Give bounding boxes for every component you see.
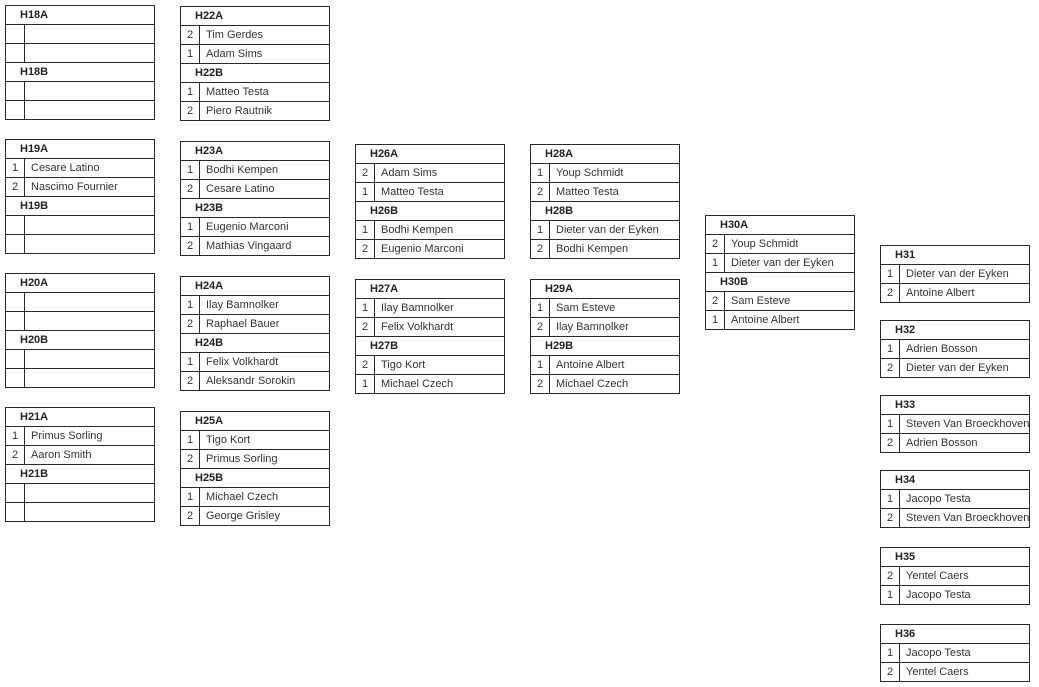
match-row[interactable]	[356, 298, 504, 317]
match-row[interactable]	[356, 355, 504, 374]
player-name: George Grisley	[206, 510, 280, 522]
match-title: H28B	[531, 201, 679, 220]
player-name: Yentel Caers	[906, 570, 969, 582]
seed-number: 1	[356, 375, 375, 393]
player-name: Dieter van der Eyken	[906, 362, 1009, 374]
seed-number: 2	[356, 318, 375, 336]
player-name: Primus Sorling	[206, 453, 278, 465]
seed-number: 1	[531, 221, 550, 239]
seed-number: 1	[881, 586, 900, 604]
match-title: H35	[895, 551, 916, 563]
match-box	[530, 279, 680, 394]
match-box	[355, 279, 505, 394]
match-box	[880, 395, 1030, 453]
player-name: Eugenio Marconi	[206, 221, 289, 233]
seed-number: 1	[881, 340, 900, 358]
match-row[interactable]	[181, 352, 329, 371]
seed-number: 1	[531, 299, 550, 317]
player-name: Dieter van der Eyken	[556, 224, 659, 236]
match-row[interactable]	[6, 483, 154, 502]
match-row[interactable]	[6, 43, 154, 62]
match-box	[530, 144, 680, 259]
player-name: Felix Volkhardt	[206, 356, 279, 368]
match-row[interactable]	[6, 100, 154, 119]
player-name: Cesare Latino	[31, 162, 100, 174]
player-name: Aaron Smith	[31, 449, 92, 461]
seed-number: 1	[356, 183, 375, 201]
match-title: H23A	[195, 145, 224, 157]
seed-number	[6, 312, 25, 330]
match-row[interactable]	[6, 502, 154, 521]
player-name: Dieter van der Eyken	[731, 257, 834, 269]
match-title: H29A	[545, 283, 574, 295]
player-name: Steven Van Broeckhoven	[906, 512, 1029, 524]
player-name: Ilay Bamnolker	[556, 321, 629, 333]
player-name: Jacopo Testa	[906, 589, 971, 601]
seed-number: 2	[181, 102, 200, 120]
player-name: Antoine Albert	[731, 314, 800, 326]
match-box	[180, 6, 330, 121]
seed-number: 1	[181, 296, 200, 314]
match-row[interactable]	[881, 662, 1029, 681]
player-name: Yentel Caers	[906, 666, 969, 678]
seed-number	[6, 503, 25, 521]
match-row[interactable]	[181, 44, 329, 63]
player-name: Raphael Bauer	[206, 318, 280, 330]
player-name: Jacopo Testa	[906, 647, 971, 659]
player-name	[25, 216, 31, 234]
match-row[interactable]	[531, 182, 679, 201]
match-row[interactable]	[6, 426, 154, 445]
player-name: Dieter van der Eyken	[906, 268, 1009, 280]
seed-number: 2	[881, 663, 900, 681]
match-box	[180, 276, 330, 391]
seed-number: 2	[531, 240, 550, 258]
seed-number: 2	[531, 183, 550, 201]
match-row[interactable]	[881, 264, 1029, 283]
seed-number: 1	[181, 353, 200, 371]
seed-number: 2	[881, 509, 900, 527]
seed-number: 1	[531, 164, 550, 182]
match-row[interactable]	[531, 239, 679, 258]
player-name: Ilay Bamnolker	[206, 299, 279, 311]
player-name: Bodhi Kempen	[381, 224, 454, 236]
match-title: H21A	[20, 411, 49, 423]
player-name: Michael Czech	[556, 378, 629, 390]
match-title: H33	[895, 399, 916, 411]
seed-number: 2	[181, 450, 200, 468]
match-row[interactable]	[706, 291, 854, 310]
match-title: H30A	[720, 219, 749, 231]
player-name	[25, 101, 31, 119]
seed-number: 2	[531, 375, 550, 393]
seed-number: 1	[881, 265, 900, 283]
player-name: Matteo Testa	[556, 186, 619, 198]
player-name: Mathias Vingaard	[206, 240, 292, 252]
match-title: H25A	[195, 415, 224, 427]
seed-number: 1	[181, 488, 200, 506]
seed-number: 1	[181, 161, 200, 179]
player-name	[25, 503, 31, 521]
match-row[interactable]	[881, 643, 1029, 662]
player-name	[25, 293, 31, 311]
seed-number: 1	[356, 221, 375, 239]
match-title: H27A	[370, 283, 399, 295]
player-name	[25, 44, 31, 62]
player-name: Bodhi Kempen	[206, 164, 279, 176]
match-row[interactable]	[356, 182, 504, 201]
match-box	[355, 144, 505, 259]
match-row[interactable]	[181, 430, 329, 449]
match-row[interactable]	[181, 371, 329, 390]
seed-number: 1	[181, 45, 200, 63]
match-row[interactable]	[881, 566, 1029, 585]
player-name: Antoine Albert	[906, 287, 975, 299]
player-name	[25, 25, 31, 43]
seed-number: 2	[706, 235, 725, 253]
player-name: Tigo Kort	[206, 434, 251, 446]
player-name	[25, 312, 31, 330]
player-name: Felix Volkhardt	[381, 321, 454, 333]
match-row[interactable]	[6, 311, 154, 330]
match-box	[5, 273, 155, 388]
match-row[interactable]	[181, 314, 329, 333]
match-row[interactable]	[6, 234, 154, 253]
seed-number: 1	[706, 311, 725, 329]
seed-number	[6, 82, 25, 100]
match-row[interactable]	[6, 81, 154, 100]
match-row[interactable]	[181, 82, 329, 101]
match-title: H26A	[370, 148, 399, 160]
player-name: Jacopo Testa	[906, 493, 971, 505]
match-row[interactable]	[881, 508, 1029, 527]
seed-number: 2	[881, 359, 900, 377]
match-row[interactable]	[6, 292, 154, 311]
seed-number: 2	[181, 237, 200, 255]
match-box	[880, 547, 1030, 605]
match-title: H31	[895, 249, 916, 261]
player-name: Nascimo Fournier	[31, 181, 118, 193]
match-row[interactable]	[181, 487, 329, 506]
match-row[interactable]	[181, 101, 329, 120]
match-title: H24A	[195, 280, 224, 292]
match-title: H19A	[20, 143, 49, 155]
match-box	[705, 215, 855, 330]
match-row[interactable]	[181, 236, 329, 255]
player-name: Youp Schmidt	[731, 238, 799, 250]
player-name	[25, 350, 31, 368]
match-box	[5, 139, 155, 254]
seed-number: 1	[6, 159, 25, 177]
match-row[interactable]	[181, 217, 329, 236]
match-row[interactable]	[881, 358, 1029, 377]
match-title: H18A	[20, 9, 49, 21]
match-title: H27B	[356, 336, 504, 355]
match-row[interactable]	[6, 158, 154, 177]
seed-number: 1	[881, 490, 900, 508]
seed-number	[6, 216, 25, 234]
match-title: H18B	[6, 62, 154, 81]
match-title: H34	[895, 474, 916, 486]
match-row[interactable]	[881, 283, 1029, 302]
player-name	[25, 369, 31, 387]
player-name	[25, 82, 31, 100]
seed-number: 1	[181, 83, 200, 101]
seed-number: 1	[706, 254, 725, 272]
match-row[interactable]	[356, 239, 504, 258]
player-name: Piero Rautnik	[206, 105, 273, 117]
match-row[interactable]	[531, 355, 679, 374]
seed-number: 1	[181, 431, 200, 449]
seed-number: 2	[181, 180, 200, 198]
seed-number: 2	[181, 315, 200, 333]
seed-number: 1	[531, 356, 550, 374]
player-name: Adrien Bosson	[906, 343, 978, 355]
player-name: Adam Sims	[381, 167, 438, 179]
match-title: H26B	[356, 201, 504, 220]
match-row[interactable]	[531, 374, 679, 393]
player-name: Michael Czech	[381, 378, 454, 390]
match-box	[5, 407, 155, 522]
match-row[interactable]	[6, 445, 154, 464]
player-name: Tigo Kort	[381, 359, 426, 371]
match-row[interactable]	[181, 295, 329, 314]
match-row[interactable]	[881, 585, 1029, 604]
player-name: Tim Gerdes	[206, 29, 264, 41]
match-box	[880, 624, 1030, 682]
match-row[interactable]	[881, 433, 1029, 452]
player-name: Aleksandr Sorokin	[206, 375, 296, 387]
match-row[interactable]	[531, 298, 679, 317]
player-name: Adrien Bosson	[906, 437, 978, 449]
match-box	[180, 411, 330, 526]
match-title: H24B	[181, 333, 329, 352]
seed-number: 2	[881, 567, 900, 585]
seed-number: 2	[181, 372, 200, 390]
match-row[interactable]	[6, 349, 154, 368]
seed-number: 2	[881, 284, 900, 302]
match-title: H21B	[6, 464, 154, 483]
match-box	[180, 141, 330, 256]
player-name: Adam Sims	[206, 48, 263, 60]
player-name: Matteo Testa	[206, 86, 269, 98]
seed-number: 2	[181, 26, 200, 44]
player-name: Bodhi Kempen	[556, 243, 629, 255]
match-title: H36	[895, 628, 916, 640]
seed-number	[6, 44, 25, 62]
match-box	[880, 470, 1030, 528]
player-name: Michael Czech	[206, 491, 279, 503]
match-title: H20A	[20, 277, 49, 289]
match-row[interactable]	[356, 163, 504, 182]
match-row[interactable]	[6, 177, 154, 196]
match-title: H25B	[181, 468, 329, 487]
seed-number	[6, 293, 25, 311]
seed-number: 2	[356, 240, 375, 258]
seed-number: 1	[881, 415, 900, 433]
match-title: H22A	[195, 10, 224, 22]
match-title: H30B	[706, 272, 854, 291]
match-row[interactable]	[881, 339, 1029, 358]
seed-number: 1	[881, 644, 900, 662]
seed-number	[6, 350, 25, 368]
player-name: Antoine Albert	[556, 359, 625, 371]
player-name	[25, 235, 31, 253]
match-title: H28A	[545, 148, 574, 160]
match-row[interactable]	[181, 449, 329, 468]
seed-number	[6, 25, 25, 43]
seed-number: 2	[6, 446, 25, 464]
seed-number: 2	[356, 164, 375, 182]
match-row[interactable]	[181, 506, 329, 525]
match-row[interactable]	[531, 317, 679, 336]
match-row[interactable]	[531, 163, 679, 182]
match-title: H29B	[531, 336, 679, 355]
player-name	[25, 484, 31, 502]
match-row[interactable]	[881, 414, 1029, 433]
match-row[interactable]	[706, 234, 854, 253]
seed-number	[6, 235, 25, 253]
seed-number: 1	[356, 299, 375, 317]
seed-number: 2	[881, 434, 900, 452]
match-row[interactable]	[6, 368, 154, 387]
match-row[interactable]	[531, 220, 679, 239]
match-row[interactable]	[181, 179, 329, 198]
match-row[interactable]	[181, 25, 329, 44]
seed-number: 2	[181, 507, 200, 525]
player-name: Eugenio Marconi	[381, 243, 464, 255]
match-row[interactable]	[6, 215, 154, 234]
match-row[interactable]	[706, 253, 854, 272]
match-title: H32	[895, 324, 916, 336]
match-row[interactable]	[356, 220, 504, 239]
match-box	[880, 245, 1030, 303]
seed-number: 2	[356, 356, 375, 374]
player-name: Sam Esteve	[731, 295, 791, 307]
player-name: Steven Van Broeckhoven	[906, 418, 1029, 430]
seed-number: 2	[6, 178, 25, 196]
player-name: Ilay Bamnolker	[381, 302, 454, 314]
player-name: Youp Schmidt	[556, 167, 624, 179]
match-row[interactable]	[356, 317, 504, 336]
player-name: Sam Esteve	[556, 302, 616, 314]
match-box	[880, 320, 1030, 378]
match-title: H20B	[6, 330, 154, 349]
seed-number: 2	[531, 318, 550, 336]
match-title: H19B	[6, 196, 154, 215]
player-name: Primus Sorling	[31, 430, 103, 442]
match-row[interactable]	[356, 374, 504, 393]
seed-number: 1	[181, 218, 200, 236]
match-box	[5, 5, 155, 120]
seed-number: 2	[706, 292, 725, 310]
seed-number	[6, 101, 25, 119]
seed-number: 1	[6, 427, 25, 445]
seed-number	[6, 369, 25, 387]
match-title: H22B	[181, 63, 329, 82]
match-row[interactable]	[881, 489, 1029, 508]
player-name: Cesare Latino	[206, 183, 275, 195]
seed-number	[6, 484, 25, 502]
player-name: Matteo Testa	[381, 186, 444, 198]
match-row[interactable]	[706, 310, 854, 329]
match-title: H23B	[181, 198, 329, 217]
match-row[interactable]	[181, 160, 329, 179]
match-row[interactable]	[6, 24, 154, 43]
